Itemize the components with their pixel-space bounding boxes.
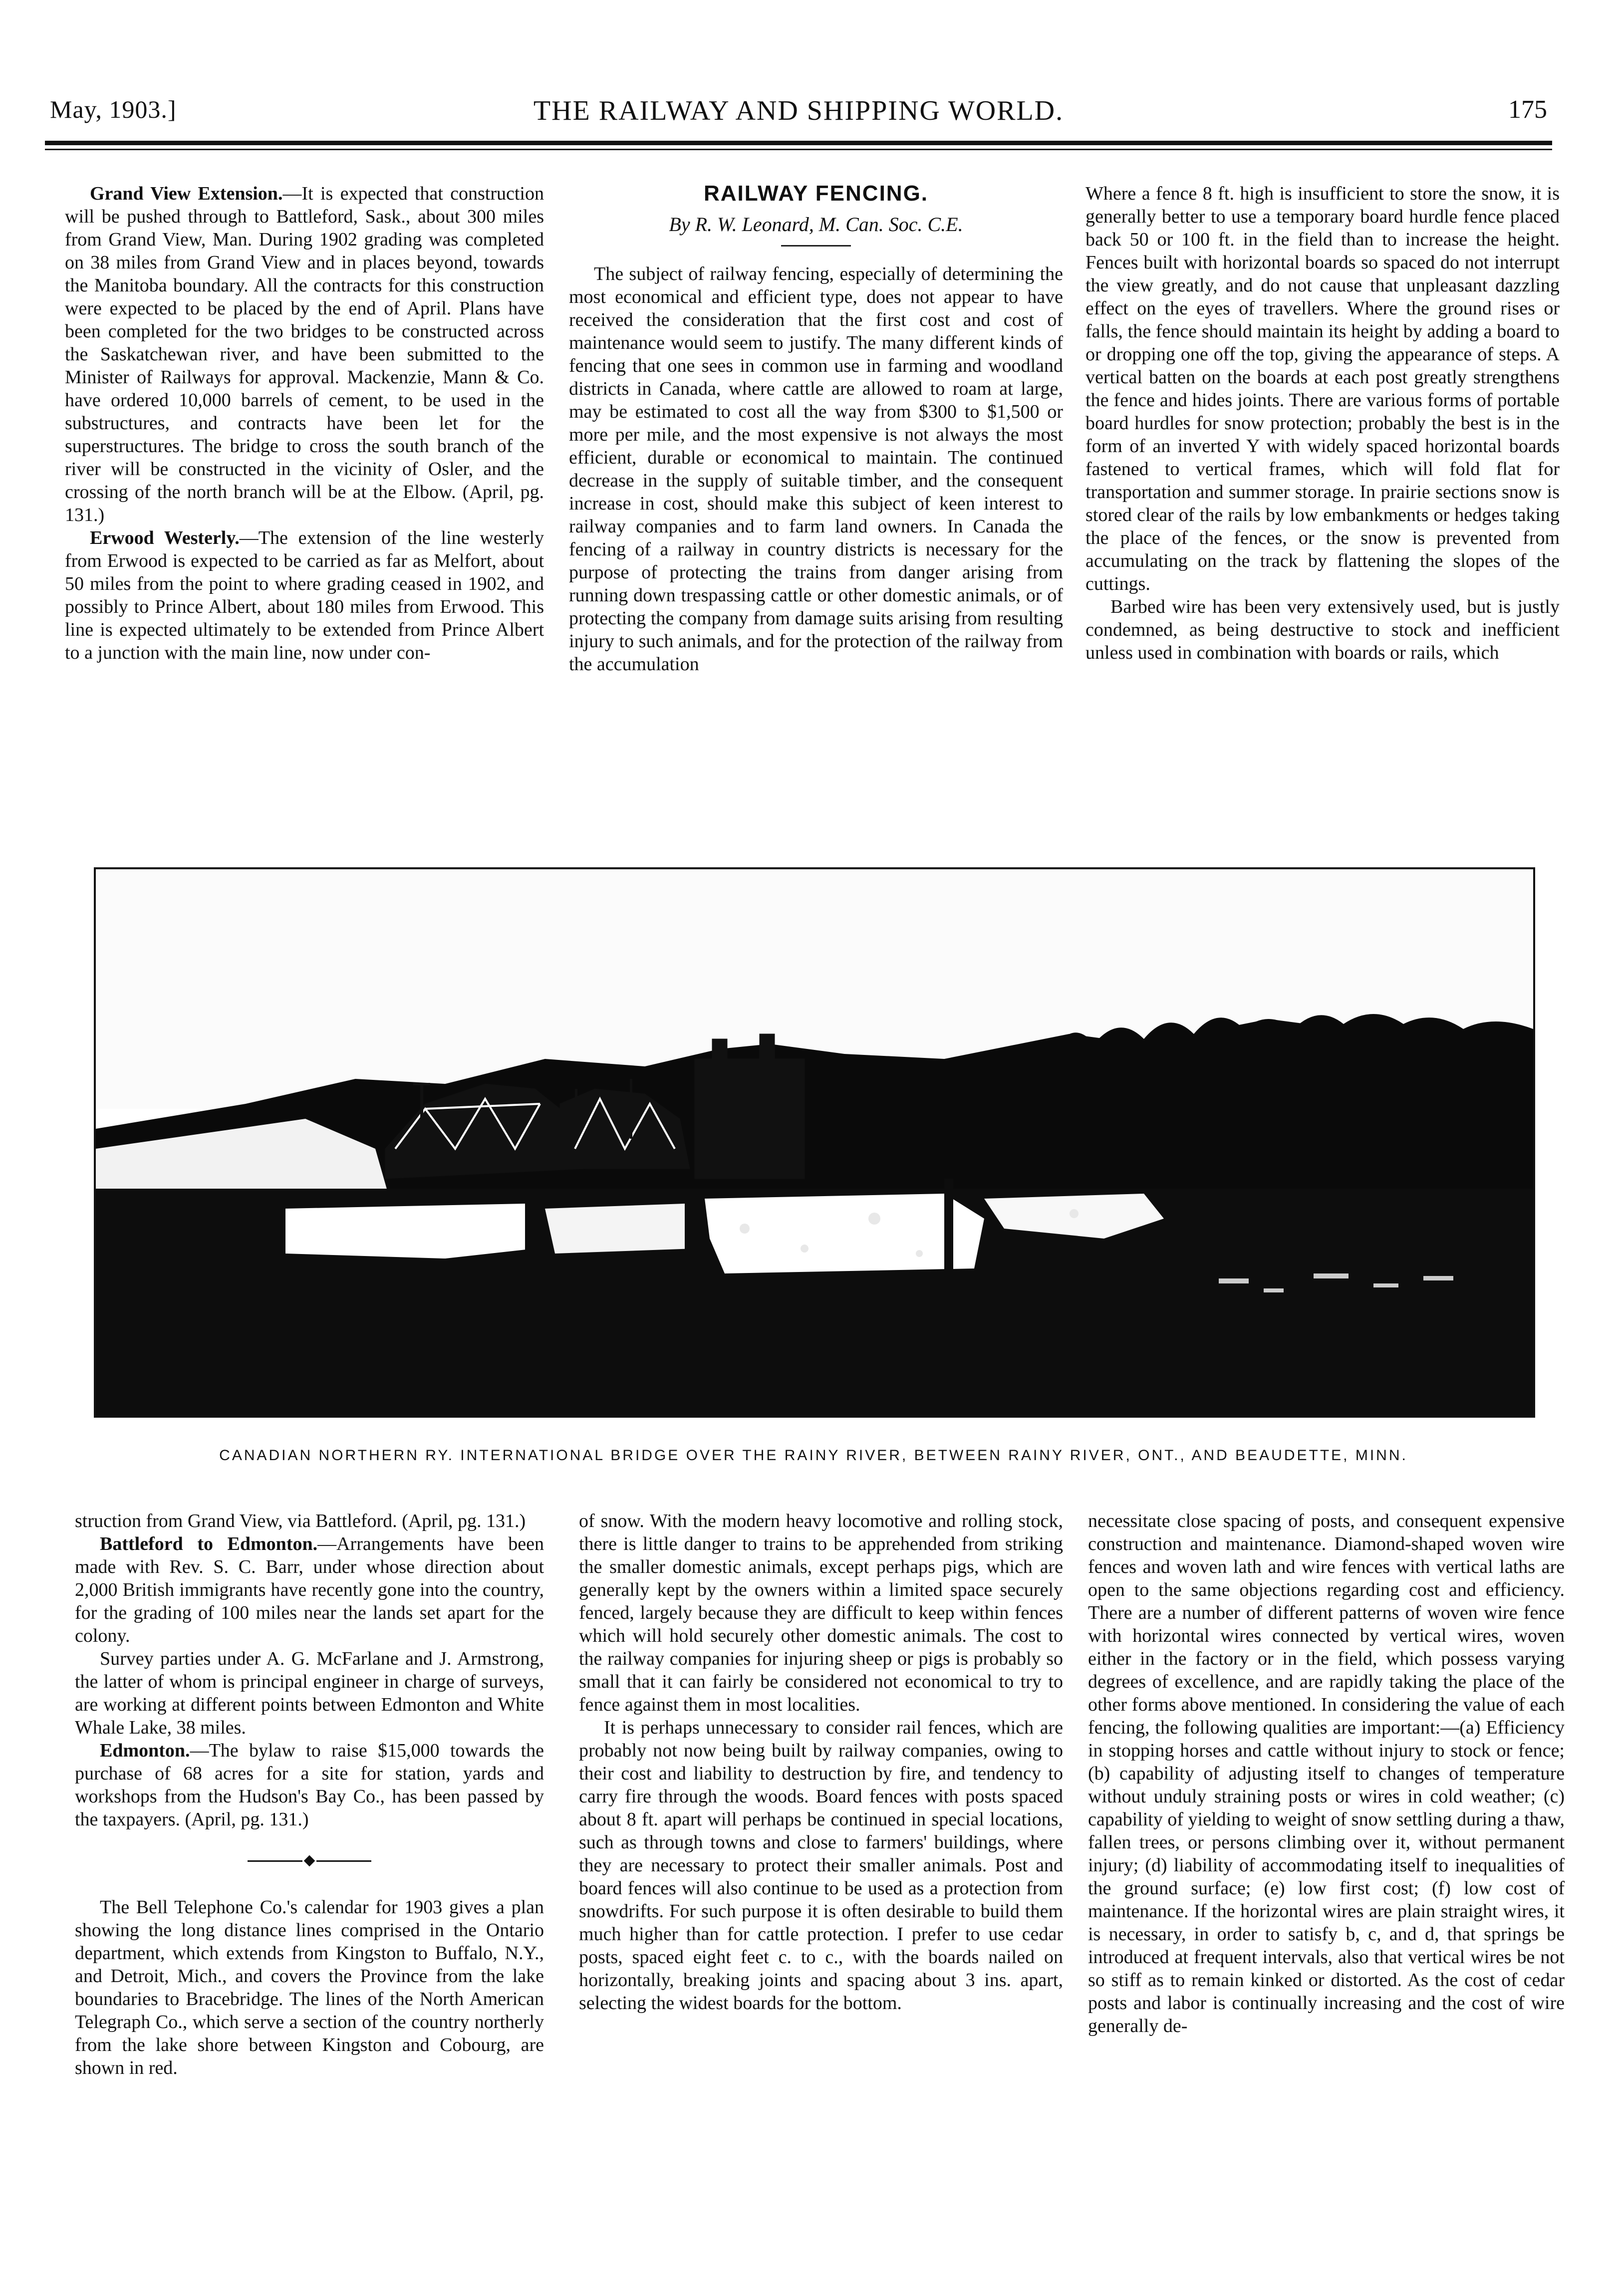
running-head — [50, 95, 1547, 130]
paragraph-bell-telephone: The Bell Telephone Co.'s calendar for 1903 gives a plan showing the long distance lines comprised in the Ontario department, which extends from Kingston to Buffalo, N.Y., and Detroit, Mich., and covers the Province from the lake boundaries to Bracebridge. The lines of the North American Telegraph Co., which serve a section of the country northerly from the lake shore between Kingston and Cobourg, are shown in red. — [75, 1897, 544, 2078]
paragraph-text: —The extension of the line westerly from Erwood is expected to be carried as far as Melfort, about 50 miles from the point to where grading ceased in 1902, and possibly to Prince Albert, about 180 miles from Erwood. This line is expected ultimately to be extended from Prince Albert to a junction with the main line, now under con- — [65, 527, 544, 663]
paragraph-lead: Battleford to Edmonton. — [100, 1533, 318, 1554]
paragraph: necessitate close spacing of posts, and consequent expensive construction and maintenance. Diamond-shaped woven wire fences and woven lath and wire fences with vertical laths are open to the same objections regarding cost and efficiency. There are a number of different patterns of woven wire fence with horizontal wires connected by vertical wires, woven either in the factory or in the field, which possess varying degrees of excellence, and are rapidly taking the place of the other forms above mentioned. In considering the value of each fencing, the following qualities are important:—(a) Efficiency in stopping horses and cattle without injury to stock or fence; (b) capability of adjusting itself to changes of temperature without unduly straining posts or wires in cold weather; (c) capability of yielding to weight of snow settling during a thaw, fallen trees, or persons climbing over it, without permanent injury; (d) liability of accommodating itself to inequalities of the ground surface; (e) low first cost; (f) low cost of maintenance. If the horizontal wires are plain straight wires, it is necessary, in order to satisfy b, c, and d, that springs be introduced at frequent intervals, also that vertical wires be not so stiff as to remain kinked or distorted. As the cost of cedar posts and labor is continually increasing and the cost of wire generally de- — [1088, 1511, 1565, 2036]
photo-caption: CANADIAN NORTHERN RY. INTERNATIONAL BRIDGE OVER THE RAINY RIVER, BETWEEN RAINY RIVER, ONT., AND BEAUDETTE, MINN. — [219, 1447, 1408, 1464]
column-2 — [569, 182, 1063, 676]
bridge-photo-image — [96, 869, 1533, 1416]
paragraph: of snow. With the modern heavy locomotive and rolling stock, there is little danger to trains to be apprehended from striking the smaller domestic animals, except perhaps pigs, which are generally kept by the owners within a limited space securely fenced, largely because they are difficult to keep within fences which will hold securely other domestic animals. The cost to the railway companies for injuring sheep or pigs is probably so small that it can fairly be considered not economical to try to fence against them in most localities. — [579, 1511, 1063, 1715]
paragraph-lead: Edmonton. — [100, 1740, 190, 1761]
paragraph — [75, 1647, 544, 1739]
ornament-line-left — [248, 1860, 302, 1862]
journal-title: THE RAILWAY AND SHIPPING WORLD. — [533, 95, 1064, 126]
bridge-photograph — [94, 867, 1535, 1418]
paragraph-lead: Grand View Extension. — [90, 183, 283, 204]
paragraph-lead: Erwood Westerly. — [90, 527, 240, 548]
column-4 — [75, 1510, 544, 2079]
header-rule-thin — [45, 149, 1552, 150]
ornament-line-right — [316, 1860, 371, 1862]
paragraph-battleford-to-edmonton — [75, 1532, 544, 1647]
paragraph-edmonton — [75, 1739, 544, 1831]
column-6 — [1088, 1510, 1565, 2037]
article-byline: By R. W. Leonard, M. Can. Soc. C.E. — [669, 213, 963, 236]
section-ornament — [75, 1856, 544, 1866]
paragraph-text: —It is expected that construction will be pushed through to Battleford, Sask., about 300 miles from Grand View, Man. During 1902 grading was completed on 38 miles from Grand View and in places beyond, towards the Manitoba boundary. All the contracts for this construction were expected to be placed by the end of April. Plans have been completed for the two bridges to be constructed across the Saskatchewan river, and have been submitted to the Minister of Railways for approval. Mackenzie, Mann & Co. have ordered 10,000 barrels of cement, to be used in the substructures, and contracts have been let for the superstructures. The bridge to cross the south branch of the river will be constructed in the vicinity of Osler, and the crossing of the north branch will be at the Elbow. (April, pg. 131.) — [65, 183, 544, 525]
column-3 — [1085, 182, 1560, 664]
paragraph-text: —The bylaw to raise $15,000 towards the purchase of 68 acres for a site for station, yards and workshops from the Hudson's Bay Co., has been passed by the taxpayers. (April, pg. 131.) — [75, 1740, 544, 1830]
paragraph: The subject of railway fencing, especially of determining the most economical and efficient type, does not appear to have received the consideration that the first cost and cost of maintenance would seem to justify. The many different kinds of fencing that one sees in common use in farming and woodland districts in Canada, where cattle are allowed to roam at large, may be estimated to cost all the way from $300 to $1,500 or more per mile, and the most expensive is not always the most efficient, durable or economical to maintain. The continued decrease in the supply of suitable timber, and the consequent increase in cost, should make this subject of keen interest to railway companies and to farm land owners. In Canada the fencing of a railway in country districts is necessary for the purpose of protecting the trains from danger arising from running down trespassing cattle or other domestic animals, or of protecting the company from damage suits arising from resulting injury to such animals, and for the protection of the railway from the accumulation — [569, 263, 1063, 675]
byline-rule — [781, 245, 851, 247]
paragraph: Where a fence 8 ft. high is insufficient to store the snow, it is generally better to use a temporary board hurdle fence placed back 50 or 100 ft. in the field than to increase the height. Fences built with horizontal boards so spaced do not interrupt the view greatly, and do not cause that unpleasant dazzling effect on the eyes of travellers. Where the ground rises or falls, the fence should maintain its height by adding a board to or dropping one off the top, giving the appearance of steps. A vertical batten on the boards at each post greatly strengthens the fence and hides joints. There are various forms of portable board hurdles for snow protection; probably the best is in the form of an inverted Y with widely spaced horizontal boards fastened to vertical frames, which will fold flat for transportation and summer storage. In prairie sections snow is stored clear of the rails by low embankments or hedges taking the place of the fences, or the snow is prevented from accumulating on the track by flattening the slopes of the cuttings. — [1085, 183, 1560, 594]
issue-date: May, 1903.] — [50, 95, 177, 123]
paragraph-text: —Arrangements have been made with Rev. S. C. Barr, under whose direction about 2,000 British immigrants have recently gone into the country, for the grading of 100 miles near the lands set apart for the colony. — [75, 1533, 544, 1646]
paragraph-erwood-westerly — [65, 526, 544, 664]
header-rule-thick — [45, 141, 1552, 145]
paragraph: Barbed wire has been very extensively used, but is justly condemned, as being destructive to stock and inefficient unless used in combination with boards or rails, which — [1085, 596, 1560, 663]
paragraph-text: Survey parties under A. G. McFarlane and J. Armstrong, the latter of whom is principal engineer in charge of surveys, are working at different points between Edmonton and White Whale Lake, 38 miles. — [75, 1648, 544, 1738]
ornament-diamond — [304, 1855, 315, 1867]
paragraph-text: struction from Grand View, via Battleford. (April, pg. 131.) — [75, 1511, 526, 1531]
paragraph — [75, 1510, 544, 1532]
column-1 — [65, 182, 544, 664]
page-number: 175 — [1508, 95, 1547, 124]
paragraph: It is perhaps unnecessary to consider rail fences, which are probably not now being built by railway companies, owing to their cost and liability to destruction by fire, and tendency to carry fire through the woods. Board fences with posts spaced about 8 ft. apart will perhaps be continued in special locations, such as through towns and close to farmers' buildings, where they are necessary to protect their smaller animals. Post and board fences will also continue to be used as a protection from snowdrifts. For such purpose it is often desirable to build them much higher than for cattle protection. I prefer to use cedar posts, spaced eight feet c. to c., with the boards nailed on horizontally, breaking joints and spacing about 3 ins. apart, selecting the widest boards for the bottom. — [579, 1717, 1063, 2014]
article-title: RAILWAY FENCING. — [703, 181, 929, 206]
paragraph-grand-view-extension — [65, 182, 544, 526]
column-5 — [579, 1510, 1063, 2015]
